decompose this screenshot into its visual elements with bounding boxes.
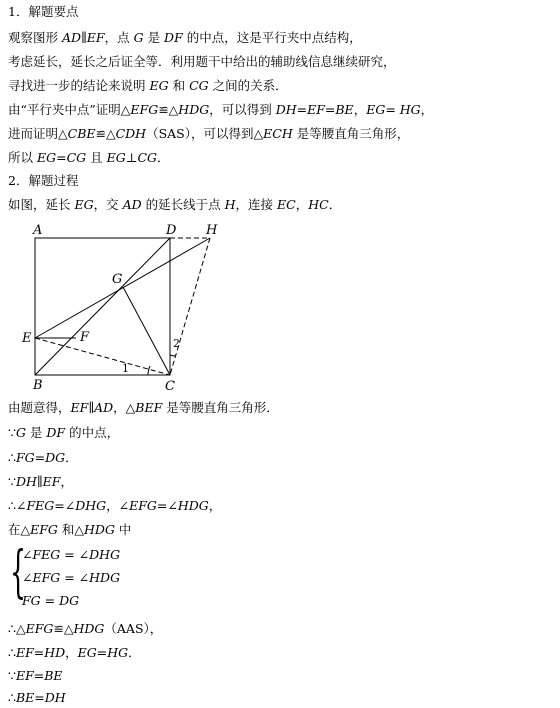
paragraph-line: 寻找进一步的结论来说明 EG 和 CG 之间的关系．: [8, 78, 288, 93]
segment-eh: [35, 238, 210, 338]
proof-line: 在△EFG 和△HDG 中: [8, 522, 132, 537]
condition-2: ∠EFG = ∠HDG: [22, 570, 121, 585]
angle-2-arc: [170, 355, 176, 356]
label-g: G: [112, 272, 123, 287]
label-c: C: [165, 379, 175, 394]
paragraph-line: 进而证明△CBE≌△CDH（SAS），可以得到△ECH 是等腰直角三角形，: [8, 126, 410, 141]
proof-line: ∴∠FEG=∠DHG，∠EFG=∠HDG，: [8, 498, 222, 513]
label-h: H: [206, 223, 218, 238]
segment-gc: [123, 287, 170, 375]
label-angle-2: 2: [173, 337, 180, 350]
segment-bd: [35, 238, 170, 375]
condition-3: FG = DG: [22, 593, 80, 608]
proof-line: ∴EF=HD，EG=HG．: [8, 645, 141, 660]
paragraph-line: 所以 EG=CG 且 EG⊥CG．: [8, 150, 170, 165]
angle-1-arc: [148, 366, 150, 375]
segment-hc: [170, 238, 210, 375]
proof-line: 由题意得，EF∥AD，△BEF 是等腰直角三角形．: [8, 400, 279, 415]
heading-2: 2．解题过程: [8, 173, 79, 188]
proof-line: ∵EF=BE: [8, 668, 63, 683]
paragraph-line: 如图，延长 EG，交 AD 的延长线于点 H，连接 EC，HC．: [8, 197, 342, 212]
heading-1: 1．解题要点: [8, 4, 79, 19]
left-brace: {: [10, 540, 27, 605]
label-f: F: [80, 330, 90, 345]
proof-line: ∵DH∥EF，: [8, 474, 73, 489]
condition-1: ∠FEG = ∠DHG: [22, 547, 121, 562]
proof-line: ∴BE=DH: [8, 690, 66, 705]
segment-ec: [35, 338, 170, 375]
paragraph-line: 观察图形 AD∥EF，点 G 是 DF 的中点，这是平行夹中点结构，: [8, 30, 362, 45]
paragraph-line: 考虑延长，延长之后证全等．利用题干中给出的辅助线信息继续研究，: [8, 54, 396, 69]
label-d: D: [166, 223, 177, 238]
proof-line: ∵G 是 DF 的中点，: [8, 425, 120, 440]
label-a: A: [33, 223, 43, 238]
paragraph-line: 由“平行夹中点”证明△EFG≌△HDG，可以得到 DH=EF=BE，EG= HG，: [8, 102, 434, 117]
proof-line: ∴△EFG≌△HDG（AAS），: [8, 621, 163, 636]
proof-line: ∴FG=DG．: [8, 450, 78, 465]
label-angle-1: 1: [122, 362, 129, 375]
label-e: E: [22, 331, 32, 346]
label-b: B: [33, 378, 43, 393]
